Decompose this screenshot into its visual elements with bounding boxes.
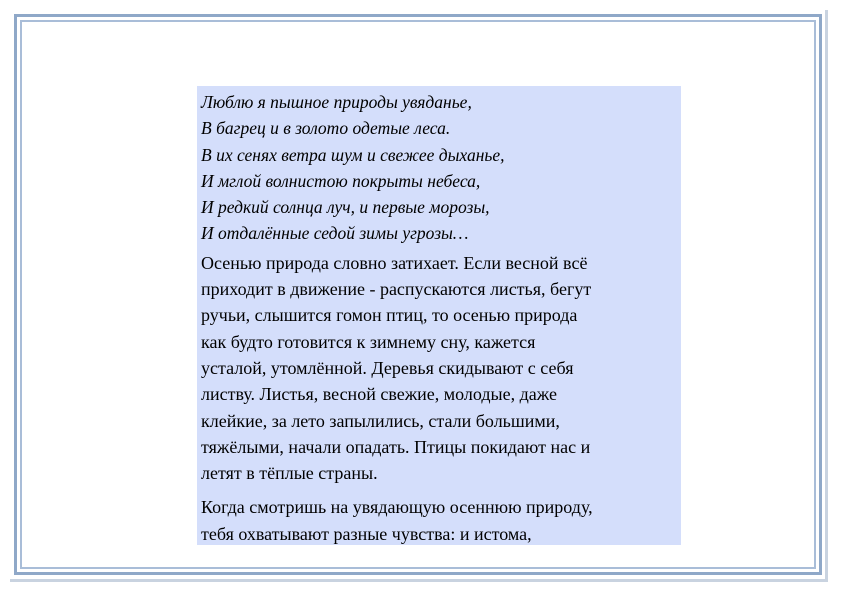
paragraph-1-line-9: летят в тёплые страны. — [201, 463, 378, 484]
poem-line-5: И редкий солнца луч, и первые морозы, — [201, 197, 490, 218]
poem-line-4: И мглой волнистою покрыты небеса, — [201, 170, 481, 191]
poem-line-1: Люблю я пышное природы увяданье, — [201, 92, 472, 112]
paragraph-1-line-8: тяжёлыми, начали опадать. Птицы покидают нас и — [201, 436, 591, 457]
paragraph-1-line-2: приходит в движение - распускаются листья, бегут — [201, 279, 592, 300]
paragraph-2-line-1: Когда смотришь на увядающую осеннюю природу, — [201, 497, 593, 518]
paragraph-1 — [201, 250, 675, 487]
paragraph-2 — [201, 494, 675, 545]
poem — [201, 89, 675, 247]
paragraph-1-line-6: листву. Листья, весной свежие, молодые, даже — [201, 384, 557, 405]
paragraph-1-line-4: как будто готовится к зимнему сну, кажется — [201, 331, 536, 352]
paragraph-1-line-7: клейкие, за лето запылились, стали большими, — [201, 410, 560, 431]
paragraph-1-line-1: Осенью природа словно затихает. Если весной всё — [201, 252, 588, 273]
paragraph-1-line-3: ручьи, слышится гомон птиц, то осенью природа — [201, 305, 578, 326]
poem-line-2: В багрец и в золото одетые леса. — [201, 118, 451, 139]
text-box — [197, 86, 681, 545]
poem-line-6: И отдалённые седой зимы угрозы… — [201, 223, 469, 244]
poem-line-3: В их сенях ветра шум и свежее дыханье, — [201, 144, 505, 165]
paragraph-1-line-5: усталой, утомлённой. Деревья скидывают с себя — [201, 357, 574, 378]
paragraph-2-line-2: тебя охватывают разные чувства: и истома, — [201, 523, 532, 544]
